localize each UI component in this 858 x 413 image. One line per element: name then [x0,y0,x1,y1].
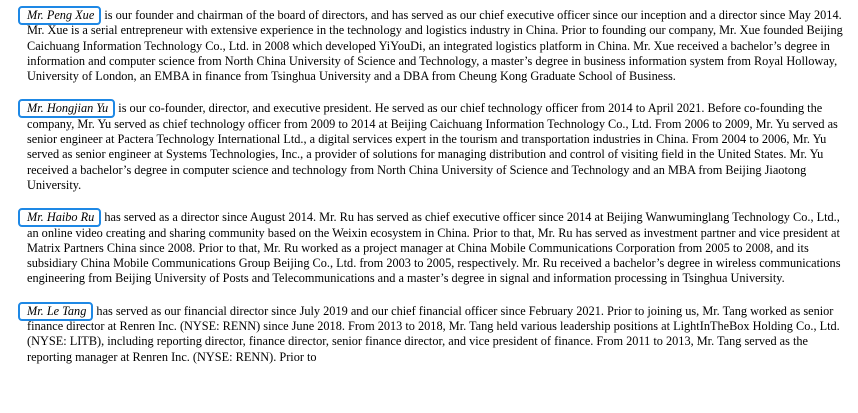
bio-text-haibo-ru: has served as a director since August 2014. Mr. Ru has served as chief executive officer since 2014 at Beijing Wanwuminglang Technology Co., Ltd., an online video creating and sharing community based on the Weixin ecosystem in China. Prior to that, Mr. Ru has served as investment partner and vice president at Matrix Partners China since 2008. Prior to that, Mr. Ru worked as a project manager at China Mobile Communications Corporation from 2005 to 2008, and its subsidiary China Mobile Communications Group Beijing Co., Ltd. from 2003 to 2005, respectively. Mr. Ru received a bachelor’s degree in wireless communications engineering from Beijing University of Posts and Telecommunications and a master’s degree in signal and information processing in Tsinghua University. [27,210,841,286]
highlighted-name-haibo-ru: Mr. Haibo Ru [18,208,101,227]
highlighted-name-hongjian-yu: Mr. Hongjian Yu [18,99,115,118]
bio-paragraph-haibo-ru [27,210,850,286]
bio-text-hongjian-yu: is our co-founder, director, and executive president. He served as our chief technology officer from 2014 to April 2021. Before co-founding the company, Mr. Yu served as chief technology officer from 2009 to 2014 at Beijing Caichuang Information Technology Co., Ltd. From 2006 to 2009, Mr. Yu served as senior engineer at Pactera Technology International Ltd., a digital services expert in the tourism and transportation industries in China. From 2004 to 2006, Mr. Yu served as senior engineer at Systems Technologies, Inc., a provider of solutions for managing distribution and control of visiting field in the United States. Mr. Yu received a bachelor’s degree in computer science and technology from North China University of Science and Technology and an MBA from Beijing Jiaotong University. [27,101,838,192]
bio-paragraph-peng-xue [27,8,850,84]
highlighted-name-le-tang: Mr. Le Tang [18,302,93,321]
highlighted-name-peng-xue: Mr. Peng Xue [18,6,101,25]
bio-text-le-tang: has served as our financial director since July 2019 and our chief financial officer since February 2021. Prior to joining us, Mr. Tang worked as senior finance director at Renren Inc. (NYSE: RENN) since June 2018. From 2013 to 2018, Mr. Tang held various leadership positions at LightInTheBox Holding Co., Ltd. (NYSE: LITB), including reporting director, finance director, senior finance director, and vice president of finance. From 2011 to 2013, Mr. Tang served as the reporting manager at Renren Inc. (NYSE: RENN). Prior to [27,303,840,364]
bio-paragraph-le-tang [27,304,850,365]
bio-paragraph-hongjian-yu [27,101,850,193]
bio-text-peng-xue: is our founder and chairman of the board of directors, and has served as our chief executive officer since our inception and a director since May 2014. Mr. Xue is a serial entrepreneur with extensive experience in the technology and logistics industry in China. Prior to founding our company, Mr. Xue founded Beijing Caichuang Information Technology Co., Ltd. in 2008 which developed YiYouDi, an integrated logistics platform in China. Mr. Xue received a bachelor’s degree in information and computer science from North China University of Science and Technology, a master’s degree in business information system from Royal Holloway, University of London, an EMBA in finance from Tsinghua University and a DBA from Cheung Kong Graduate School of Business. [27,8,843,84]
